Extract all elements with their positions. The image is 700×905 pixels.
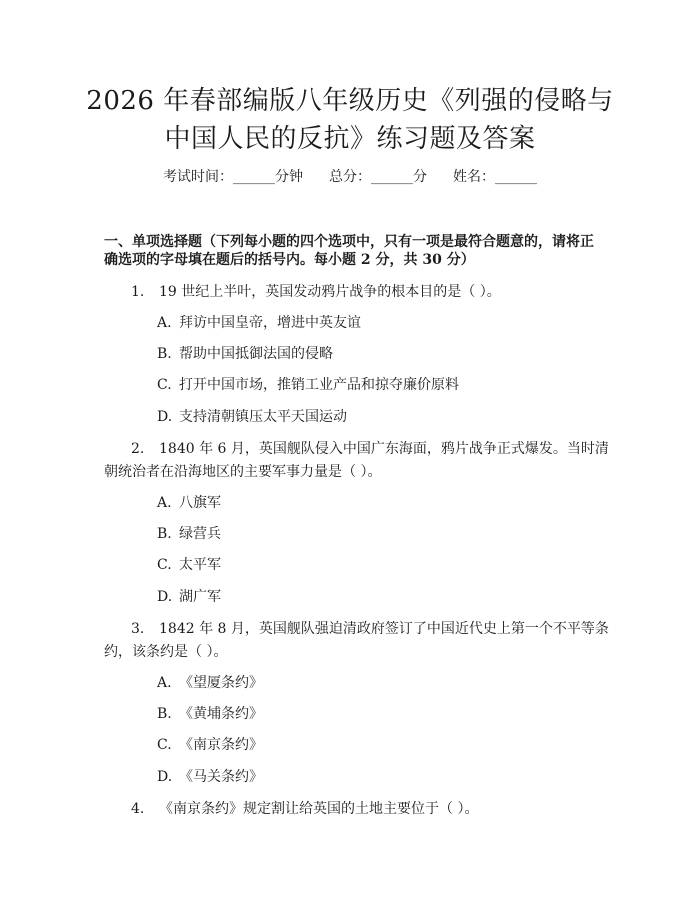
question-1-option-b (157, 344, 333, 364)
option-letter: A. (157, 495, 172, 511)
option-text: 支持清朝镇压太平天国运动 (179, 409, 347, 425)
exam-time-field: 考试时间：______分钟 (163, 169, 303, 185)
question-3-option-b (157, 704, 263, 724)
option-text: 拜访中国皇帝，增进中英友谊 (179, 315, 361, 331)
question-text: 19 世纪上半叶，英国发动鸦片战争的根本目的是（ ）。 (159, 284, 501, 300)
option-letter: C. (157, 557, 172, 573)
option-text: 《黄埔条约》 (179, 706, 263, 722)
total-score-field: 总分：______分 (329, 169, 427, 185)
question-number: 4. (131, 801, 145, 817)
question-number: 1. (131, 284, 145, 300)
option-text: 《南京条约》 (179, 737, 263, 753)
section-heading-line-2: 确选项的字母填在题后的括号内。每小题 2 分，共 30 分） (104, 252, 475, 268)
question-1-option-a (157, 313, 361, 333)
option-letter: A. (157, 315, 172, 331)
option-text: 绿营兵 (179, 526, 221, 542)
option-letter: A. (157, 675, 172, 691)
option-text: 湖广军 (179, 589, 221, 605)
option-text: 八旗军 (179, 495, 221, 511)
option-letter: B. (157, 346, 172, 362)
option-text: 打开中国市场，推销工业产品和掠夺廉价原料 (179, 377, 459, 393)
question-text: 1842 年 8 月，英国舰队强迫清政府签订了中国近代史上第一个不平等条 (159, 621, 609, 637)
option-letter: D. (157, 589, 173, 605)
question-text: 《南京条约》规定割让给英国的土地主要位于（ ）。 (159, 801, 479, 817)
page-title-line-2: 中国人民的反抗》练习题及答案 (164, 124, 536, 154)
option-letter: D. (157, 769, 173, 785)
option-letter: D. (157, 409, 173, 425)
page-title-line-1: 2026 年春部编版八年级历史《列强的侵略与 (86, 86, 614, 116)
question-number: 3. (131, 621, 145, 637)
section-heading-line-1: 一、单项选择题（下列每小题的四个选项中，只有一项是最符合题意的，请将正 (104, 234, 594, 250)
question-1-option-d (157, 407, 347, 427)
option-text: 《马关条约》 (179, 769, 263, 785)
question-2-option-d (157, 587, 221, 607)
option-text: 《望厦条约》 (179, 675, 263, 691)
exam-meta (0, 167, 700, 187)
student-name-field: 姓名：______ (453, 169, 537, 185)
question-3-option-c (157, 735, 263, 755)
question-2-text-continued: 朝统治者在沿海地区的主要军事力量是（ ）。 (104, 464, 382, 480)
question-2-option-a (157, 493, 221, 513)
question-3-text-continued: 约，该条约是（ ）。 (104, 644, 228, 660)
question-1-option-c (157, 375, 459, 395)
option-text: 帮助中国抵御法国的侵略 (179, 346, 333, 362)
question-3-option-d (157, 767, 263, 787)
option-text: 太平军 (179, 557, 221, 573)
question-2-option-b (157, 524, 221, 544)
option-letter: C. (157, 377, 172, 393)
question-text: 1840 年 6 月，英国舰队侵入中国广东海面，鸦片战争正式爆发。当时清 (159, 441, 609, 457)
question-3-option-a (157, 673, 263, 693)
option-letter: B. (157, 706, 172, 722)
question-2-option-c (157, 555, 221, 575)
option-letter: C. (157, 737, 172, 753)
question-number: 2. (131, 441, 145, 457)
option-letter: B. (157, 526, 172, 542)
